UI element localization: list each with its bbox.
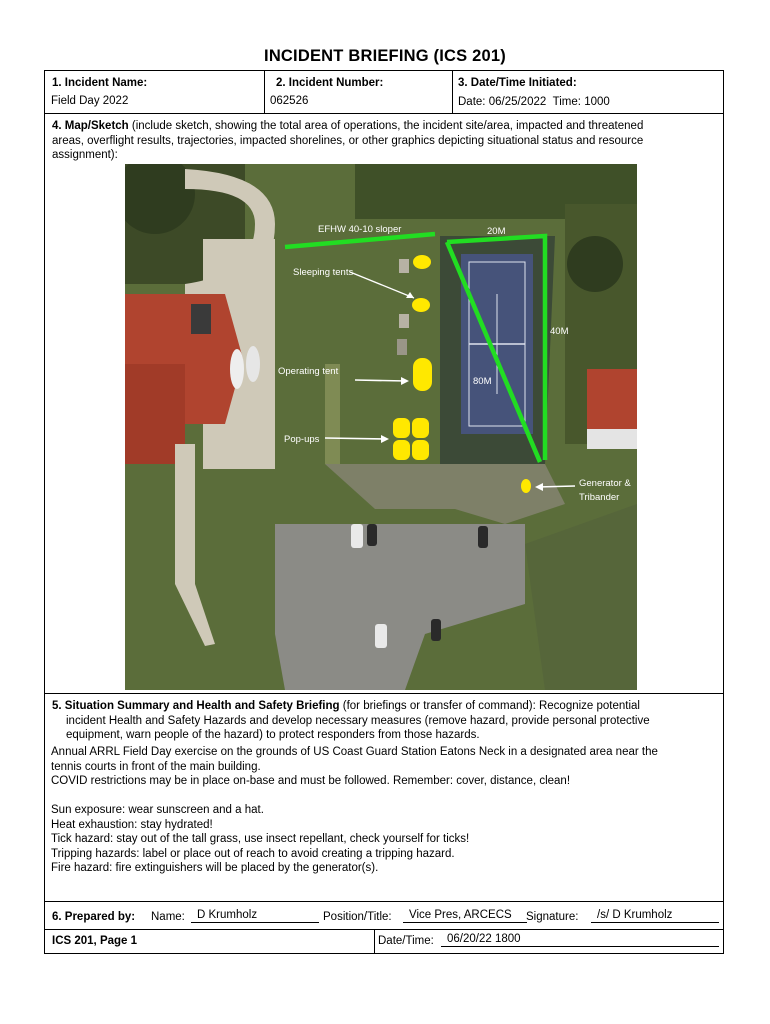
date-value[interactable]: 06/25/2022 [488, 96, 547, 108]
situation-line: Tick hazard: stay out of the tall grass, use insect repellant, check yourself for ticks! [51, 833, 470, 845]
signature-field[interactable]: /s/ D Krumholz [591, 909, 719, 923]
incident-name-value[interactable]: Field Day 2022 [51, 95, 129, 107]
operating-tent [413, 358, 432, 391]
sleeping-tents-label: Sleeping tents [293, 267, 354, 278]
divider [264, 71, 265, 113]
operating-tent-label: Operating tent [278, 366, 339, 377]
20m-label: 20M [487, 226, 506, 237]
signature-label: Signature: [526, 911, 579, 923]
page-label: ICS 201, Page 1 [52, 935, 138, 947]
situation-body[interactable] [51, 745, 721, 876]
datetime-line [458, 96, 610, 108]
sleeping-tent [412, 298, 430, 312]
map-instructions [52, 119, 716, 163]
situation-intro-2: incident Health and Safety Hazards and develop necessary measures (remove hazard, provide personal protective [66, 714, 650, 727]
sleeping-tent [413, 255, 431, 269]
incident-name-label: 1. Incident Name: [52, 77, 148, 89]
arrow-icon [355, 380, 407, 381]
prepared-by-label: 6. Prepared by: [52, 911, 136, 923]
divider [45, 901, 723, 902]
efhw-label: EFHW 40-10 sloper [318, 224, 402, 235]
name-field[interactable]: D Krumholz [191, 909, 319, 923]
divider [452, 71, 453, 113]
situation-line [51, 789, 721, 804]
map-desc-2: areas, overflight results, trajectories, impacted shorelines, or other graphics depicting situational status and resource [52, 134, 644, 147]
popup-tent [412, 418, 429, 438]
divider [45, 929, 723, 930]
situation-intro [52, 699, 720, 714]
situation-line: Fire hazard: fire extinguishers will be placed by the generator(s). [51, 862, 379, 874]
situation-line: Sun exposure: wear sunscreen and a hat. [51, 804, 264, 816]
map-desc-3: assignment): [52, 149, 118, 161]
situation-line: Tripping hazards: label or place out of reach to avoid creating a tripping hazard. [51, 847, 455, 860]
position-label: Position/Title: [323, 911, 392, 923]
popup-tent [412, 440, 429, 460]
popups-label: Pop-ups [284, 434, 320, 445]
situation-line: Heat exhaustion: stay hydrated! [51, 818, 213, 831]
form-title: INCIDENT BRIEFING (ICS 201) [264, 47, 506, 65]
generator-marker [521, 479, 531, 493]
tribander-label: Tribander [579, 492, 620, 503]
site-map [125, 164, 637, 690]
divider [374, 929, 375, 953]
divider [45, 693, 723, 694]
map-desc-1: (include sketch, showing the total area of operations, the incident site/area, impacted and threatened [131, 120, 644, 132]
situation-line: COVID restrictions may be in place on-base and must be followed. Remember: cover, distance, clean! [51, 775, 571, 787]
divider [45, 113, 723, 114]
situation-intro-1: (for briefings or transfer of command): Recognize potential [342, 700, 640, 712]
popup-tent [393, 440, 410, 460]
date-label: Date: [458, 96, 486, 108]
incident-number-value[interactable]: 062526 [270, 95, 309, 107]
time-label: Time: [552, 96, 581, 108]
situation-line: tennis courts in front of the main building. [51, 760, 261, 773]
generator-label: Generator & [579, 478, 631, 489]
situation-intro-cont [66, 714, 720, 743]
80m-label: 80M [473, 376, 492, 387]
situation-line: Annual ARRL Field Day exercise on the grounds of US Coast Guard Station Eatons Neck in a designated area near the [51, 746, 658, 758]
ics201-form [44, 70, 724, 954]
map-label: 4. Map/Sketch [52, 120, 129, 132]
name-label: Name: [151, 911, 185, 923]
40m-label: 40M [550, 326, 569, 337]
situation-label: 5. Situation Summary and Health and Safety Briefing [52, 700, 340, 712]
situation-intro-3: equipment, warn people of the hazard) to protect responders from those hazards. [66, 729, 480, 741]
datetime-prepared-field[interactable]: 06/20/22 1800 [441, 933, 719, 947]
time-value[interactable]: 1000 [584, 96, 610, 108]
position-field[interactable]: Vice Pres, ARCECS [403, 909, 527, 923]
incident-number-label: 2. Incident Number: [276, 77, 384, 89]
arrow-icon [325, 438, 387, 439]
datetime-label: 3. Date/Time Initiated: [458, 77, 577, 89]
datetime-prepared-label: Date/Time: [378, 935, 434, 947]
popup-tent [393, 418, 410, 438]
